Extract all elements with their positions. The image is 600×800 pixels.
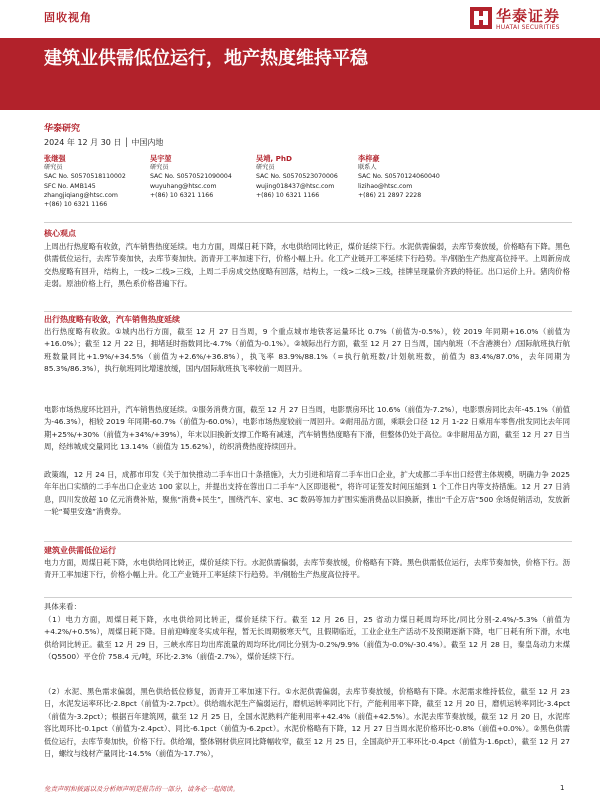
logo-chinese-name: 华泰证券 <box>496 7 561 25</box>
author-role: 研究员 <box>256 164 275 172</box>
author-email[interactable]: zhangjiqiang@htsc.com <box>44 191 118 199</box>
author-phone: +(86) 10 6321 1166 <box>256 191 320 199</box>
author-name: 吴宇堃 <box>150 154 172 163</box>
logo-english-name: HUATAI SECURITIES <box>496 24 560 31</box>
author-block <box>150 154 270 200</box>
author-role: 研究员 <box>150 164 169 172</box>
author-phone: +(86) 21 2897 2228 <box>358 191 422 199</box>
company-logo <box>470 5 580 35</box>
divider <box>44 597 572 598</box>
author-email[interactable]: lizihao@htsc.com <box>358 182 413 190</box>
author-name: 李梓豪 <box>358 154 380 163</box>
heading-core-view: 核心观点 <box>44 229 76 238</box>
logo-icon <box>470 7 492 29</box>
author-role: 研究员 <box>44 164 63 172</box>
paragraph-cement-steel: （2）水泥、黑色需求偏弱，黑色供给低位修复，沥青开工率加速下行。①水泥供需偏弱，去库节奏放缓，价格略有下降。水泥需求维持低位，截至 12 月 23 日，水泥发运率环比-2.8pct（前值为-2.7pct）。供给端水泥生产偏弱运行，磨机运转率同比下行，产能利用率下降，截至 12 月 20 日，磨机运转率同比-3.4pct（前值为-3.2pct）；根据百年建筑网，截至 12 月 25 日，全国水泥熟料产能利用率+42.4%（前值+42.5%）。水泥去库节奏放缓，截至 12 月 20 日，水泥库容比周环比-0.1pct（前值为-2.4pct）、同比-6.1pct（前值为-6.2pct）。水泥价格略有下降，12 月 27 日当周水泥价格环比-0.8%（前值+0.0%）。②黑色供需低位运行，去库节奏加快，价格下行。供给端，整体钢材供应同比降幅收窄，截至 12 月 25 日，全国高炉开工率环比-0.4pct（前值为-1.6pct），截至 12 月 27 日，螺纹与线材产量同比-14.5%（前值为-17.7%）， <box>44 687 570 759</box>
paragraph-supply: 电力方面，周煤日耗下降，水电供给同比转正，煤价延续下行。水泥供需偏弱，去库节奏放缓，价格略有下降。黑色供需低位运行，去库节奏加快，价格下行。沥青开工率加速下行，价格小幅上升。化工产业链开工率延续下行趋势。半/钢胎生产热度高位持平。 <box>44 558 570 580</box>
paragraph-travel: 出行热度略有收敛。①城内出行方面，截至 12 月 27 日当周，9 个重点城市地铁客运量环比 0.7%（前值为-0.5%），较 2019 年同期+16.0%（前值为+16.0%）；截至 12 月 22 日，拥堵延时指数同比-4.7%（前值为-0.1%）。②城际出行方面，截至 12 月 27 日当周，国内航班（不含港澳台）/国际航班执行航班数量同比+1.9%/+34.5%（前值为+2.6%/+36.8%），执飞率 83.9%/88.1%（=执行航班数/计划航班数，前值为 83.4%/87.0%，去年同期为 85.3%/86.3%），执行航班同比增速放缓，国内/国际航班执飞率较前一周回升。 <box>44 327 570 374</box>
author-sac: SAC No. S0570521090004 <box>150 173 232 181</box>
heading-detail: 具体来看： <box>44 602 81 611</box>
author-email[interactable]: wuyuhang@htsc.com <box>150 182 217 190</box>
author-phone: +(86) 10 6321 1166 <box>44 201 108 209</box>
author-block <box>44 154 164 209</box>
author-block <box>358 154 478 200</box>
paragraph-core-view: 上周出行热度略有收敛，汽车销售热度延续。电力方面，周煤日耗下降，水电供给同比转正，煤价延续下行。水泥供需偏弱，去库节奏放缓，价格略有下降。黑色供需低位运行，去库节奏加快，去库节奏加快。沥青开工率加速下行，价格小幅上升。化工产业链开工率延续下行趋势。半/钢胎生产热度高位持平。上周新房成交热度略有回升，结构上，一线>二线>三线，上周二手房成交热度略有回落，结构上，一线>二线>三线，挂牌呈现量价齐跌的特征。出口运价上升。猪肉价格走弱。原油价格上行，黑色系价格普遍下行。 <box>44 242 570 289</box>
author-name: 张继强 <box>44 154 66 163</box>
author-sac: SAC No. S0570518110002 <box>44 173 126 181</box>
author-sfc: SFC No. AMB145 <box>44 182 96 190</box>
paragraph-policy: 政策端，12 月 24 日，成都市印发《关于加快推动二手车出口十条措施》，大力引进和培育二手车出口企业，扩大成都二手车出口经营主体规模，明确力争 2025 年年出口实绩的二手车出口企业达 100 家以上，并提出支持在蓉出口二手车“入区即退税”，将许可证签发时间压缩到 1 个工作日内等支持措施。12 月 27 日消息，四川发放超 10 亿元消费补贴，聚焦“消费+民生”，围绕汽车、家电、3C 数码等加力扩围实施消费品以旧换新，推出“千企万店”500 余场促销活动，发放新一轮“蜀里安逸”消费券。 <box>44 470 570 517</box>
disclaimer-footer: 免责声明和披露以及分析师声明是报告的一部分，请务必一起阅读。 <box>44 785 239 793</box>
author-role: 联系人 <box>358 164 377 172</box>
author-name: 吴靖, PhD <box>256 154 292 163</box>
divider <box>44 541 572 542</box>
report-header <box>0 0 600 38</box>
page-number: 1 <box>560 784 565 792</box>
institute-name: 华泰研究 <box>44 124 81 134</box>
author-sac: SAC No. S0570124060040 <box>358 173 440 181</box>
paragraph-auto: 电影市场热度环比回升，汽车销售热度延续。①服务消费方面，截至 12 月 27 日当周，电影票房环比 10.6%（前值为-7.2%），电影票房同比去年-45.1%（前值为-46.3%），相较 2019 年同期-60.7%（前值为-60.0%），电影市场热度较前一周回升。②耐用品方面，乘联会口径 12 月 1-22 日乘用车零售/批发同比去年同期+25%/+30%（前值为+34%/+39%），年末以旧换新支撑工作略有减速，汽车销售热度略有下滑，但整体仍处于高位。③非耐用品方面，截至 12 月 27 日当周，经纬城成交量同比 13.14%（前值为 15.62%），纺织消费热度持续回升。 <box>44 405 570 452</box>
heading-demand: 出行热度略有收敛，汽车销售热度延续 <box>44 315 180 324</box>
heading-supply: 建筑业供需低位运行 <box>44 546 116 555</box>
divider <box>44 311 572 312</box>
divider <box>44 222 572 223</box>
section-tag: 固收视角 <box>44 11 92 24</box>
paragraph-power: （1）电力方面，周煤日耗下降，水电供给同比转正，煤价延续下行。截至 12 月 26 日，25 省动力煤日耗周均环比/同比分别-2.4%/-5.3%（前值为+4.2%/+0.5%），周煤日耗下降。目前迎峰度冬实成年程，暂无长周期极寒天气，且假期临近，工业企业生产活动不及预期逐渐下降，电厂日耗有所下滑，水电供给同比转正。截至 12 月 29 日，三峡水库日均出库流量的周均环比/同比分别为-0.2%/9.9%（前值为-0.0%/-30.4%）。截至 12 月 28 日，秦皇岛动力末煤（Q5500）平仓价 758.4 元/吨，环比-2.3%（前值-2.7%），煤价延续下行。 <box>44 615 570 662</box>
author-sac: SAC No. S0570523070006 <box>256 173 338 181</box>
report-dateline: 2024 年 12 月 30 日 │ 中国内地 <box>44 138 164 147</box>
author-email[interactable]: wujing018437@htsc.com <box>256 182 335 190</box>
author-phone: +(86) 10 6321 1166 <box>150 191 214 199</box>
report-title: 建筑业供需低位运行，地产热度维持平稳 <box>44 48 368 69</box>
